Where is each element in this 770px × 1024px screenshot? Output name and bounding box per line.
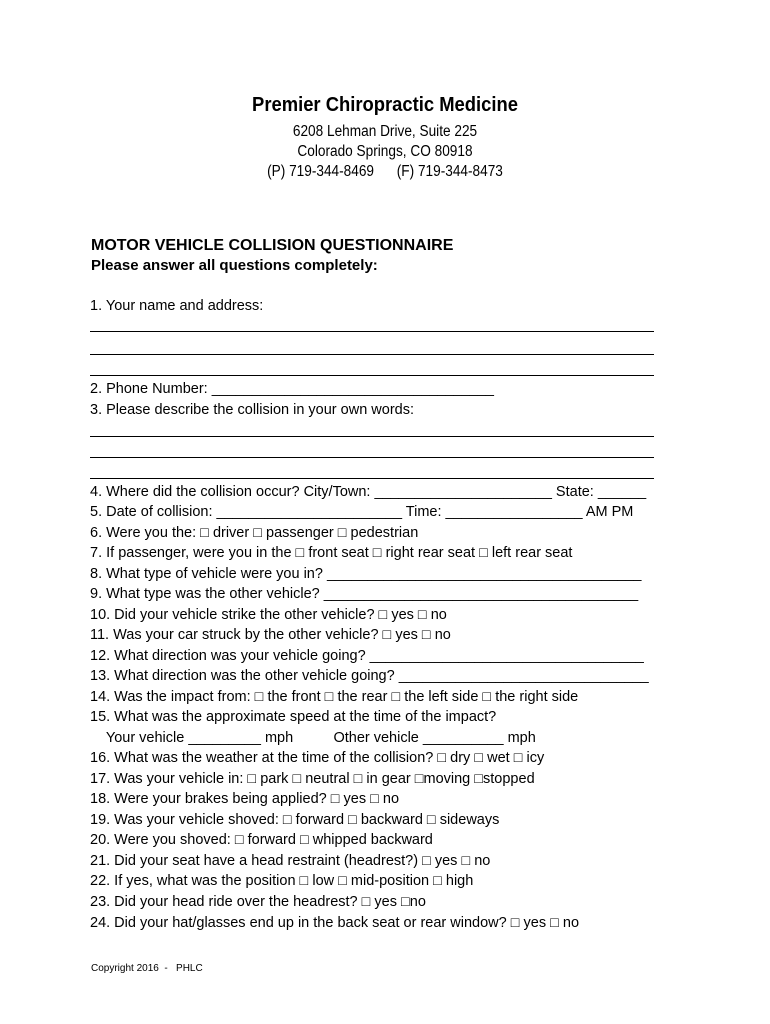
question-8[interactable]: 8. What type of vehicle were you in? _______________________________________ xyxy=(90,566,642,582)
name-address-line-3[interactable] xyxy=(90,375,654,376)
question-22[interactable]: 22. If yes, what was the position □ low □ mid-position □ high xyxy=(90,873,474,889)
question-23[interactable]: 23. Did your head ride over the headrest? □ yes □no xyxy=(90,894,426,910)
question-10[interactable]: 10. Did your vehicle strike the other vehicle? □ yes □ no xyxy=(90,607,447,623)
form-title: MOTOR VEHICLE COLLISION QUESTIONNAIRE xyxy=(91,237,454,254)
question-1: 1. Your name and address: xyxy=(90,298,264,314)
question-6[interactable]: 6. Were you the: □ driver □ passenger □ pedestrian xyxy=(90,525,419,541)
collision-description-line-1[interactable] xyxy=(90,436,654,437)
form-subtitle: Please answer all questions completely: xyxy=(91,257,378,274)
question-4[interactable]: 4. Where did the collision occur? City/Town: ______________________ State: ______ xyxy=(90,484,647,500)
question-7[interactable]: 7. If passenger, were you in the □ front seat □ right rear seat □ left rear seat xyxy=(90,545,573,561)
practice-header xyxy=(0,94,770,182)
question-14[interactable]: 14. Was the impact from: □ the front □ the rear □ the left side □ the right side xyxy=(90,689,579,705)
form-title-block xyxy=(91,236,453,276)
question-2-phone[interactable]: 2. Phone Number: ___________________________________ xyxy=(90,381,494,397)
copyright-footer: Copyright 2016 - PHLC xyxy=(91,963,203,974)
question-24[interactable]: 24. Did your hat/glasses end up in the back seat or rear window? □ yes □ no xyxy=(90,915,580,931)
question-21[interactable]: 21. Did your seat have a head restraint (headrest?) □ yes □ no xyxy=(90,853,491,869)
name-address-line-1[interactable] xyxy=(90,331,654,332)
question-16[interactable]: 16. What was the weather at the time of the collision? □ dry □ wet □ icy xyxy=(90,750,545,766)
question-3: 3. Please describe the collision in your own words: xyxy=(90,402,414,418)
question-19[interactable]: 19. Was your vehicle shoved: □ forward □ backward □ sideways xyxy=(90,812,500,828)
name-address-line-2[interactable] xyxy=(90,354,654,355)
address-line-2: Colorado Springs, CO 80918 xyxy=(297,143,473,160)
question-15: 15. What was the approximate speed at the time of the impact? xyxy=(90,709,497,725)
question-11[interactable]: 11. Was your car struck by the other vehicle? □ yes □ no xyxy=(90,627,451,643)
question-5[interactable]: 5. Date of collision: _______________________ Time: _________________ AM PM xyxy=(90,504,634,520)
question-17[interactable]: 17. Was your vehicle in: □ park □ neutral □ in gear □moving □stopped xyxy=(90,771,535,787)
question-20[interactable]: 20. Were you shoved: □ forward □ whipped backward xyxy=(90,832,433,848)
question-13[interactable]: 13. What direction was the other vehicle going? _______________________________ xyxy=(90,668,649,684)
question-12[interactable]: 12. What direction was your vehicle going? __________________________________ xyxy=(90,648,644,664)
question-15-speeds[interactable]: Your vehicle _________ mph Other vehicle __________ mph xyxy=(90,730,536,746)
question-18[interactable]: 18. Were your brakes being applied? □ yes □ no xyxy=(90,791,400,807)
address-line-1: 6208 Lehman Drive, Suite 225 xyxy=(292,123,478,140)
collision-description-line-2[interactable] xyxy=(90,457,654,458)
question-9[interactable]: 9. What type was the other vehicle? _______________________________________ xyxy=(90,586,639,602)
practice-name: Premier Chiropractic Medicine xyxy=(252,94,518,116)
phone-fax-line: (P) 719-344-8469 (F) 719-344-8473 xyxy=(267,163,503,180)
collision-description-line-3[interactable] xyxy=(90,478,654,479)
